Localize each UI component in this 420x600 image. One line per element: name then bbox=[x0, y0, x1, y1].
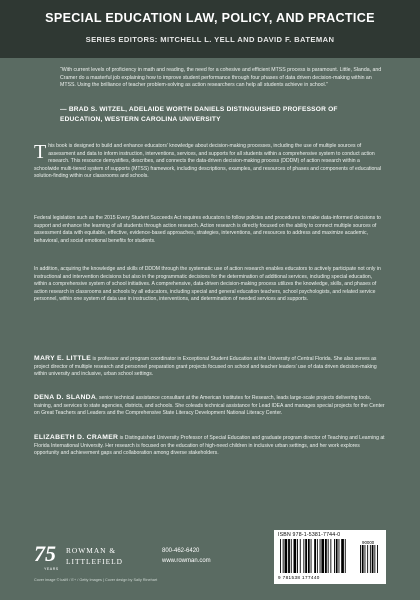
author-bio-text: , senior technical assistance consultant at the American Institutes for Research, leads large-scale projects delivering tools, training, and services to state agencies, districts, and schools. She coleads technical assistance for Lead IDEA and manages special projects for the Center on Great Teachers and Leaders and the Comprehensive State Literacy Development National Literacy Center. bbox=[34, 395, 385, 416]
barcode-price-code: 90000 bbox=[362, 540, 375, 545]
series-title: SPECIAL EDUCATION LAW, POLICY, AND PRACTICE bbox=[45, 11, 375, 25]
author-name: ELIZABETH D. CRAMER bbox=[34, 434, 119, 441]
series-header-bar bbox=[0, 0, 420, 58]
isbn-label: ISBN 978-1-5381-7744-0 bbox=[278, 532, 341, 538]
author-bio-little bbox=[34, 355, 386, 379]
description-paragraph-1 bbox=[34, 143, 386, 181]
publisher-name-line-2: LITTLEFIELD bbox=[66, 557, 123, 566]
publisher-75-logo: 75 bbox=[34, 541, 56, 566]
description-paragraph-2: Federal legislation such as the 2015 Every Student Succeeds Act requires educators to follow policies and procedures to make data-informed decisions to support and enhance the learning of all students through action research. Action research is directly focused on the ability to connect multiple sources of assessment data with equitable, effective, evidence-based approaches, strategies, interventions, and resources to address and maximize academic, behavioral, and social emotional benefits for students. bbox=[34, 215, 381, 244]
barcode-icon bbox=[278, 539, 382, 575]
publisher-logo-years: YEARS bbox=[44, 567, 59, 571]
author-bio-slanda bbox=[34, 394, 386, 418]
author-bio-cramer bbox=[34, 434, 386, 458]
endorsement-quote: “With current levels of proficiency in math and reading, the need for a cohesive and efficient MTSS process is paramount. Little, Slanda, and Cramer do a masterful job explaining how to improve student performance through four phases of data driven decision-making within an MTSS. Using the brilliance of teacher problem-solving as action researchers can help all students achieve in school.” bbox=[60, 67, 382, 89]
description-text-1: his book is designed to build and enhance educators’ knowledge about decision-making processes, including the use of multiple sources of assessment and data to inform instruction, interventions, services, and supports for all students within a comprehensive system to conduct action research. This resource demystifies, describes, and connects the data-driven decision-making process (DDDM) of action research within a schoolwide multi-tiered system of supports (MTSS) framework, including descriptions, examples, and resources of phases and components of educational solution-finding within our classrooms and schools. bbox=[34, 143, 382, 179]
publisher-phone: 800-462-6420 bbox=[162, 548, 200, 554]
author-bio-text: is professor and program coordinator in Exceptional Student Education at the University of Central Florida. She also serves as project director of multiple research and personnel preparation grant projects focused on school and teacher leaders’ use of data driven decision-making within university and inclusive, urban school settings. bbox=[34, 356, 377, 377]
endorsement-attribution: — BRAD S. WITZEL, ADELAIDE WORTH DANIELS DISTINGUISHED PROFESSOR OF EDUCATION, WESTERN CAROLINA UNIVERSITY bbox=[60, 106, 338, 123]
publisher-website: www.rowman.com bbox=[162, 558, 211, 564]
series-editors: SERIES EDITORS: MITCHELL L. YELL AND DAVID F. BATEMAN bbox=[85, 35, 335, 44]
publisher-name-line-1: ROWMAN & bbox=[66, 546, 117, 555]
author-name: MARY E. LITTLE bbox=[34, 355, 92, 362]
drop-cap: T bbox=[34, 141, 47, 163]
author-bio-text: is Distinguished University Professor of Special Education and graduate program director of Teaching and Learning at Florida International University. Her research is focused on the education of high-need children in inclusive urban settings, and her work explores opportunity and achievement gaps and collaboration among diverse stakeholders. bbox=[34, 435, 385, 456]
barcode-number: 9 781538 177440 bbox=[278, 575, 320, 580]
author-name: DENA D. SLANDA bbox=[34, 394, 97, 401]
description-paragraph-3: In addition, acquiring the knowledge and skills of DDDM through the systematic use of action research enables educators to actively participate not only in instructional and intervention decisions but also in the programmatic decisions for the determination of additional services, including special education, within a comprehensive system of school initiatives. A comprehensive, data-driven decision-making process utilizes the knowledge, skills, and phases of action research in classrooms and schools by all educators, including special and general education teachers, school psychologists, and related service personnel, within one system of data use in instruction, interventions, and determination of needed services and supports. bbox=[34, 266, 381, 302]
cover-credits: Cover image © kali9 / E+ / Getty Images | Cover design by Sally Rinehart bbox=[34, 578, 158, 582]
